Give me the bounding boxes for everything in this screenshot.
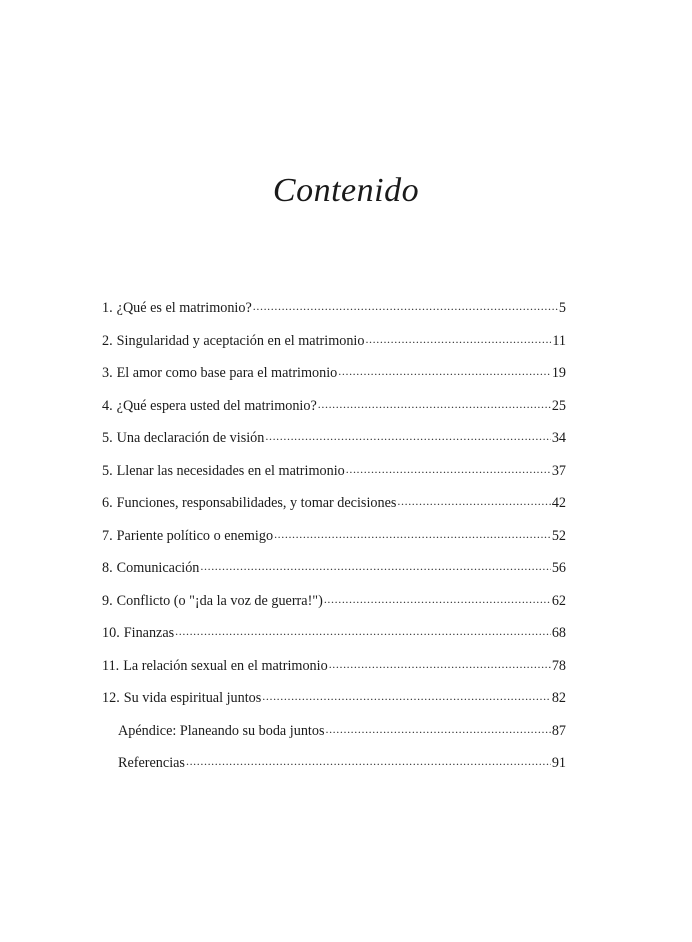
toc-entry-page: 37 [551, 462, 566, 479]
toc-entry-title: ¿Qué espera usted del matrimonio? [116, 397, 317, 414]
toc-dot-leader [318, 396, 551, 410]
page-title: Contenido [272, 172, 420, 209]
toc-entry-page: 52 [551, 527, 566, 544]
toc-entry [102, 331, 566, 364]
toc-entry-title: Referencias [118, 755, 185, 772]
toc-entry [102, 623, 566, 656]
toc-entry-title: Apéndice: Planeando su boda juntos [118, 722, 325, 739]
toc-dot-leader [274, 526, 551, 540]
toc-dot-leader [200, 558, 550, 572]
toc-entry [102, 558, 566, 591]
toc-entry-page: 56 [551, 560, 566, 577]
toc-dot-leader [265, 428, 550, 442]
toc-entry [102, 526, 566, 559]
toc-entry-title: La relación sexual en el matrimonio [123, 657, 328, 674]
toc-entry [102, 396, 566, 429]
toc-entry-number: 6. [102, 495, 113, 512]
toc-entry-page: 62 [551, 592, 566, 609]
toc-entry-number: 2. [102, 332, 113, 349]
toc-entry-page: 19 [551, 365, 566, 382]
toc-entry-number: 5. [102, 430, 113, 447]
toc-entry-title: El amor como base para el matrimonio [116, 365, 338, 382]
toc-entry [102, 298, 566, 331]
toc-dot-leader [324, 591, 551, 605]
table-of-contents [102, 298, 566, 786]
toc-entry-page: 11 [552, 332, 566, 349]
toc-entry [102, 461, 566, 494]
toc-dot-leader [397, 493, 550, 507]
toc-entry-number: 11. [102, 657, 120, 674]
toc-entry-appendix [102, 721, 566, 754]
toc-dot-leader [186, 753, 551, 767]
toc-entry-page: 87 [551, 722, 566, 739]
toc-entry-title: Comunicación [116, 560, 200, 577]
toc-entry-page: 5 [558, 300, 566, 317]
toc-dot-leader [329, 656, 551, 670]
toc-entry-title: Una declaración de visión [116, 430, 265, 447]
toc-entry-title: Su vida espiritual juntos [123, 690, 262, 707]
toc-entry-page: 91 [551, 755, 566, 772]
toc-entry-title: Singularidad y aceptación en el matrimonio [116, 332, 365, 349]
toc-entry [102, 591, 566, 624]
toc-dot-leader [253, 298, 558, 312]
toc-entry-title: Conflicto (o "¡da la voz de guerra!") [116, 592, 323, 609]
toc-entry-number: 5. [102, 462, 113, 479]
toc-entry [102, 656, 566, 689]
toc-entry-page: 42 [551, 495, 566, 512]
toc-entry-title: Funciones, responsabilidades, y tomar decisiones [116, 495, 397, 512]
toc-entry-title: Pariente político o enemigo [116, 527, 274, 544]
toc-entry [102, 428, 566, 461]
toc-entry-page: 78 [551, 657, 566, 674]
toc-dot-leader [262, 688, 551, 702]
toc-entry-title: ¿Qué es el matrimonio? [116, 300, 252, 317]
toc-entry-number: 4. [102, 397, 113, 414]
toc-entry-page: 34 [551, 430, 566, 447]
toc-entry [102, 688, 566, 721]
toc-dot-leader [325, 721, 550, 735]
toc-entry-number: 8. [102, 560, 113, 577]
toc-entry-references [102, 753, 566, 786]
toc-dot-leader [346, 461, 551, 475]
toc-entry-title: Finanzas [123, 625, 175, 642]
toc-entry-number: 7. [102, 527, 113, 544]
toc-dot-leader [338, 363, 551, 377]
toc-entry-page: 25 [551, 397, 566, 414]
toc-entry-page: 68 [551, 625, 566, 642]
toc-entry-number: 1. [102, 300, 113, 317]
toc-entry-number: 10. [102, 625, 120, 642]
toc-dot-leader [175, 623, 551, 637]
toc-entry-number: 12. [102, 690, 120, 707]
toc-entry-number: 3. [102, 365, 113, 382]
toc-entry-title: Llenar las necesidades en el matrimonio [116, 462, 345, 479]
toc-dot-leader [365, 331, 551, 345]
toc-entry-page: 82 [551, 690, 566, 707]
toc-entry-number: 9. [102, 592, 113, 609]
toc-entry [102, 363, 566, 396]
toc-entry [102, 493, 566, 526]
